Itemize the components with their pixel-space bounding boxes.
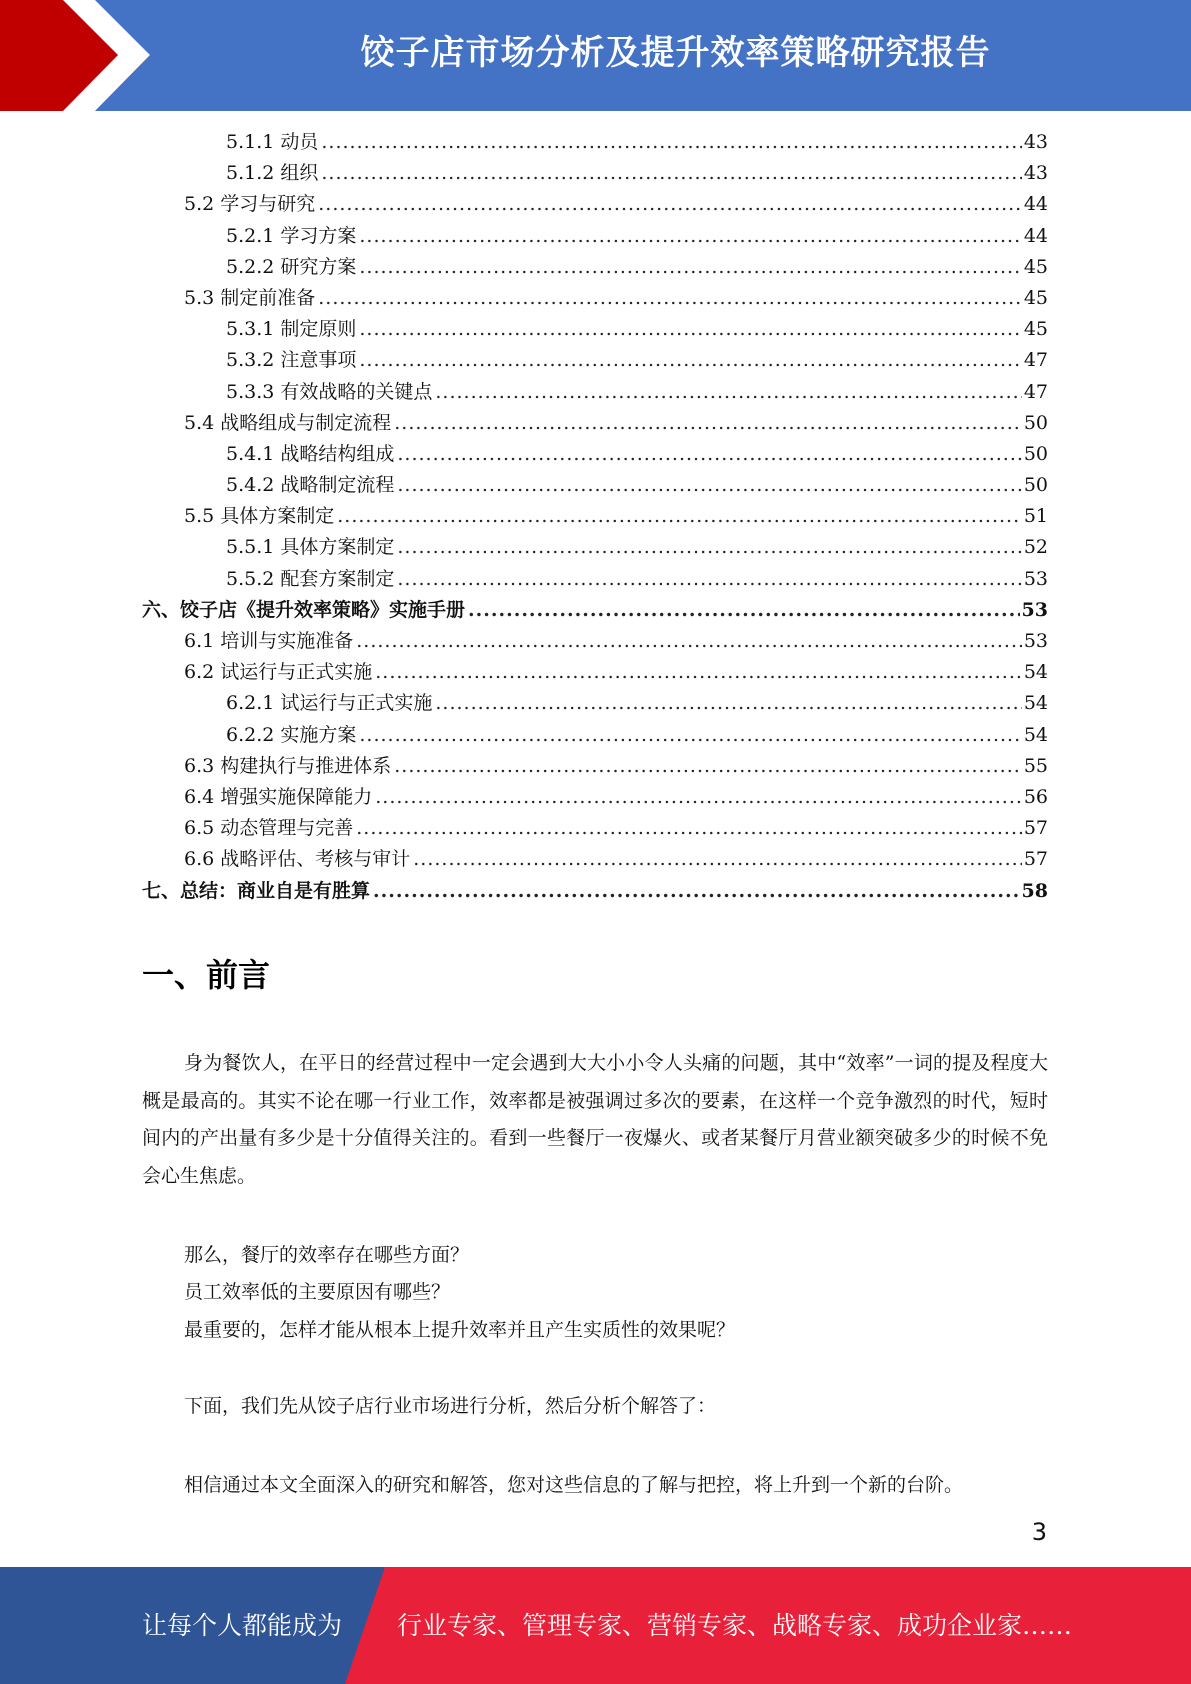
toc-entry[interactable] [142,252,1048,283]
toc-leader-dots [318,283,1022,314]
toc-entry-label: 5.2 学习与研究 [184,189,318,220]
toc-entry-page: 54 [1023,661,1048,684]
toc-leader-dots [394,751,1022,782]
toc-entry-page: 54 [1023,692,1048,715]
toc-entry[interactable] [142,127,1048,158]
toc-entry[interactable] [142,221,1048,252]
toc-leader-dots [397,532,1021,563]
toc-leader-dots [413,844,1022,875]
toc-entry[interactable] [142,657,1048,688]
toc-entry-page: 56 [1023,785,1048,808]
document-title: 饺子店市场分析及提升效率策略研究报告 [360,33,991,73]
toc-entry-page: 50 [1023,411,1048,434]
toc-entry-page: 44 [1023,193,1048,216]
toc-leader-dots [373,876,1020,907]
toc-entry-page: 47 [1023,380,1048,403]
toc-entry-page: 43 [1023,131,1048,153]
toc-entry[interactable] [142,501,1048,532]
toc-entry-label: 6.2.2 实施方案 [226,720,359,751]
toc-entry-page: 45 [1023,318,1048,341]
table-of-contents [142,127,1048,907]
toc-entry[interactable] [142,470,1048,501]
question-2: 员工效率低的主要原因有哪些？ [184,1281,451,1303]
toc-leader-dots [321,127,1021,158]
toc-entry[interactable] [142,876,1048,907]
toc-entry[interactable] [142,408,1048,439]
toc-entry[interactable] [142,158,1048,189]
toc-entry-page: 43 [1023,162,1048,185]
toc-leader-dots [375,782,1022,813]
toc-entry-page: 57 [1023,817,1048,840]
toc-entry-page: 51 [1023,505,1048,528]
toc-entry[interactable] [142,720,1048,751]
footer-slogan-left: 让每个人都能成为 [142,1611,343,1640]
toc-leader-dots [359,221,1021,252]
toc-entry[interactable] [142,626,1048,657]
toc-entry[interactable] [142,377,1048,408]
toc-leader-dots [468,595,1020,626]
paragraph-analysis: 下面，我们先从饺子店行业市场进行分析，然后分析个解答了： [184,1395,717,1417]
toc-entry-label: 6.1 培训与实施准备 [184,626,356,657]
toc-entry-label: 6.2 试运行与正式实施 [184,657,375,688]
toc-entry-page: 44 [1023,224,1048,247]
toc-leader-dots [318,189,1022,220]
toc-leader-dots [375,657,1022,688]
toc-entry[interactable] [142,439,1048,470]
toc-entry-page: 45 [1023,286,1048,309]
toc-entry[interactable] [142,782,1048,813]
toc-entry-label: 5.4.1 战略结构组成 [226,439,397,470]
toc-entry-label: 5.1.2 组织 [226,158,321,189]
toc-entry-page: 53 [1023,630,1048,652]
toc-entry[interactable] [142,314,1048,345]
toc-entry[interactable] [142,595,1048,626]
toc-leader-dots [337,501,1022,532]
section-heading: 一、前言 [142,956,271,994]
toc-leader-dots [356,626,1022,657]
toc-entry-label: 5.3 制定前准备 [184,283,318,314]
toc-leader-dots [397,470,1021,501]
toc-entry-label: 七、总结：商业自是有胜算 [142,876,373,907]
toc-leader-dots [321,158,1021,189]
intro-paragraph: 身为餐饮人，在平日的经营过程中一定会遇到大大小小令人头痛的问题，其中“效率”一词的提及程度大概是最高的。其实不论在哪一行业工作，效率都是被强调过多次的要素，在这样一个竞争激烈的时代，短时间内的产出量有多少是十分值得关注的。看到一些餐厅一夜爆火、或者某餐厅月营业额突破多少的时候不免会心生焦虑。 [142,1052,1048,1187]
toc-entry-label: 5.3.2 注意事项 [226,345,359,376]
toc-leader-dots [359,314,1021,345]
toc-entry-page: 47 [1023,349,1048,372]
toc-entry-page: 57 [1023,848,1048,871]
toc-leader-dots [359,252,1021,283]
paragraph-conclusion: 相信通过本文全面深入的研究和解答，您对这些信息的了解与把控，将上升到一个新的台阶。 [184,1474,964,1496]
toc-leader-dots [435,377,1021,408]
toc-entry-label: 6.6 战略评估、考核与审计 [184,844,413,875]
toc-entry-label: 5.4 战略组成与制定流程 [184,408,394,439]
toc-entry[interactable] [142,189,1048,220]
page-footer [0,1567,1191,1684]
toc-entry[interactable] [142,688,1048,719]
toc-leader-dots [356,813,1022,844]
question-1: 那么，餐厅的效率存在哪些方面？ [184,1244,470,1266]
toc-entry[interactable] [142,751,1048,782]
toc-entry-label: 5.2.1 学习方案 [226,221,359,252]
toc-entry[interactable] [142,283,1048,314]
toc-entry-page: 54 [1023,723,1048,746]
toc-entry-label: 5.3.3 有效战略的关键点 [226,377,435,408]
toc-entry-page: 53 [1021,598,1048,621]
toc-entry-label: 5.5.1 具体方案制定 [226,532,397,563]
toc-entry-label: 5.2.2 研究方案 [226,252,359,283]
toc-entry-page: 58 [1021,879,1048,902]
toc-entry-label: 5.1.1 动员 [226,127,321,158]
toc-entry-label: 6.5 动态管理与完善 [184,813,356,844]
toc-entry-label: 六、饺子店《提升效率策略》实施手册 [142,595,468,626]
toc-leader-dots [359,345,1021,376]
toc-entry[interactable] [142,844,1048,875]
page-header [0,0,1191,111]
toc-entry[interactable] [142,345,1048,376]
toc-entry-page: 50 [1023,442,1048,465]
toc-entry[interactable] [142,532,1048,563]
toc-entry-page: 50 [1023,474,1048,497]
toc-entry-label: 6.2.1 试运行与正式实施 [226,688,435,719]
footer-slogan-right: 行业专家、管理专家、营销专家、战略专家、成功企业家…… [397,1611,1073,1640]
toc-entry-label: 6.3 构建执行与推进体系 [184,751,394,782]
toc-entry-page: 45 [1023,255,1048,278]
toc-leader-dots [397,564,1021,595]
toc-leader-dots [359,720,1021,751]
question-3: 最重要的，怎样才能从根本上提升效率并且产生实质性的效果呢？ [184,1319,736,1341]
page-number: 3 [1031,1518,1047,1546]
toc-leader-dots [394,408,1022,439]
toc-entry-label: 5.4.2 战略制定流程 [226,470,397,501]
toc-entry-label: 5.3.1 制定原则 [226,314,359,345]
toc-entry-label: 6.4 增强实施保障能力 [184,782,375,813]
toc-leader-dots [435,688,1021,719]
toc-entry[interactable] [142,813,1048,844]
toc-entry-page: 53 [1023,567,1048,590]
toc-entry-page: 52 [1023,536,1048,559]
toc-entry-label: 5.5 具体方案制定 [184,501,337,532]
toc-leader-dots [397,439,1021,470]
toc-entry-label: 5.5.2 配套方案制定 [226,564,397,595]
toc-entry[interactable] [142,564,1048,595]
toc-entry-page: 55 [1023,754,1048,777]
